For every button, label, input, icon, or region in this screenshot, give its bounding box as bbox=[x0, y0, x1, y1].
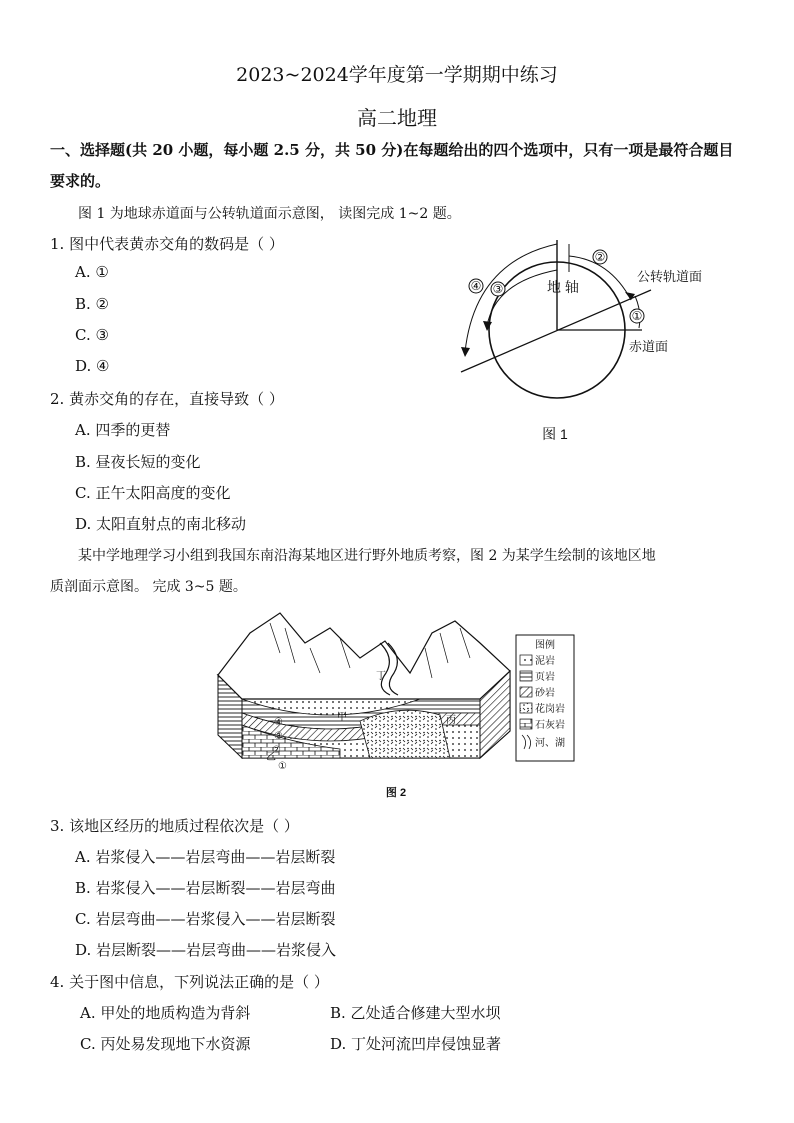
q4-option-a[interactable]: A. 甲处的地质构造为背斜 bbox=[80, 1004, 251, 1022]
legend-item-limestone: 石灰岩 bbox=[535, 720, 565, 731]
label-bing: 丙 bbox=[446, 715, 456, 726]
q4-option-b[interactable]: B. 乙处适合修建大型水坝 bbox=[330, 1004, 501, 1022]
q1-option-d[interactable]: D. ④ bbox=[75, 357, 110, 375]
label-ding: 丁 bbox=[376, 671, 386, 682]
axis-label: 地 轴 bbox=[547, 279, 579, 295]
q2-option-b[interactable]: B. 昼夜长短的变化 bbox=[75, 453, 201, 471]
question-4-stem: 4. 关于图中信息，下列说法正确的是（ ） bbox=[50, 973, 329, 991]
q3-option-c[interactable]: C. 岩层弯曲——岩浆侵入——岩层断裂 bbox=[75, 910, 336, 928]
question-3-stem: 3. 该地区经历的地质过程依次是（ ） bbox=[50, 817, 299, 835]
figure-1-caption: 图 1 bbox=[542, 426, 568, 442]
layer-mark-4: ④ bbox=[274, 717, 283, 728]
q3-option-b[interactable]: B. 岩浆侵入——岩层断裂——岩层弯曲 bbox=[75, 879, 336, 897]
legend-item-sandstone: 砂岩 bbox=[535, 688, 555, 699]
section-heading: 一、选择题(共 20 小题，每小题 2.5 分，共 50 分)在每题给出的四个选项中，只有一项是最符合题目 bbox=[50, 141, 734, 159]
q2-option-c[interactable]: C. 正午太阳高度的变化 bbox=[75, 484, 231, 502]
orbit-plane-label: 公转轨道面 bbox=[637, 269, 703, 284]
layer-mark-2: ② bbox=[272, 745, 281, 756]
q3-option-d[interactable]: D. 岩层断裂——岩层弯曲——岩浆侵入 bbox=[75, 941, 337, 959]
question-2-stem: 2. 黄赤交角的存在，直接导致（ ） bbox=[50, 390, 284, 408]
question-1-stem: 1. 图中代表黄赤交角的数码是（ ） bbox=[50, 235, 284, 253]
q4-option-c[interactable]: C. 丙处易发现地下水资源 bbox=[80, 1035, 251, 1053]
mark-4: ④ bbox=[470, 279, 482, 293]
layer-mark-3: ③ bbox=[274, 731, 283, 742]
figure-2-caption: 图 2 bbox=[385, 787, 407, 799]
q1-option-c[interactable]: C. ③ bbox=[75, 326, 109, 344]
section-heading-cont: 要求的。 bbox=[50, 172, 111, 190]
q3-option-a[interactable]: A. 岩浆侵入——岩层弯曲——岩层断裂 bbox=[75, 848, 336, 866]
mark-2: ② bbox=[594, 250, 606, 264]
exam-subject: 高二地理 bbox=[357, 106, 437, 130]
intro-figure1: 图 1 为地球赤道面与公转轨道面示意图， 读图完成 1~2 题。 bbox=[78, 206, 461, 222]
exam-title: 2023~2024学年度第一学期期中练习 bbox=[236, 64, 558, 86]
legend-item-mudstone: 泥岩 bbox=[535, 656, 555, 667]
q2-option-a[interactable]: A. 四季的更替 bbox=[75, 421, 171, 439]
equator-plane-label: 赤道面 bbox=[629, 339, 669, 354]
mark-1: ① bbox=[631, 309, 643, 323]
legend-item-shale: 页岩 bbox=[535, 672, 555, 683]
label-yi: 乙 bbox=[266, 752, 276, 763]
mark-3: ③ bbox=[492, 282, 504, 296]
legend-item-river-lake: 河、湖 bbox=[535, 738, 565, 749]
figure-1-diagram bbox=[445, 232, 715, 447]
intro-figure2-cont: 质剖面示意图。 完成 3~5 题。 bbox=[50, 579, 247, 595]
q1-option-a[interactable]: A. ① bbox=[75, 263, 109, 281]
intro-figure2: 某中学地理学习小组到我国东南沿海某地区进行野外地质考察，图 2 为某学生绘制的该地区地 bbox=[78, 548, 656, 564]
q2-option-d[interactable]: D. 太阳直射点的南北移动 bbox=[75, 515, 247, 533]
label-jia: 甲 bbox=[337, 712, 347, 723]
q4-option-d[interactable]: D. 丁处河流凹岸侵蚀显著 bbox=[330, 1035, 502, 1053]
q1-option-b[interactable]: B. ② bbox=[75, 295, 110, 313]
legend-title: 图例 bbox=[535, 640, 555, 651]
layer-mark-1: ① bbox=[278, 761, 287, 772]
figure-2-diagram bbox=[210, 603, 590, 803]
legend-item-granite: 花岗岩 bbox=[535, 704, 565, 715]
